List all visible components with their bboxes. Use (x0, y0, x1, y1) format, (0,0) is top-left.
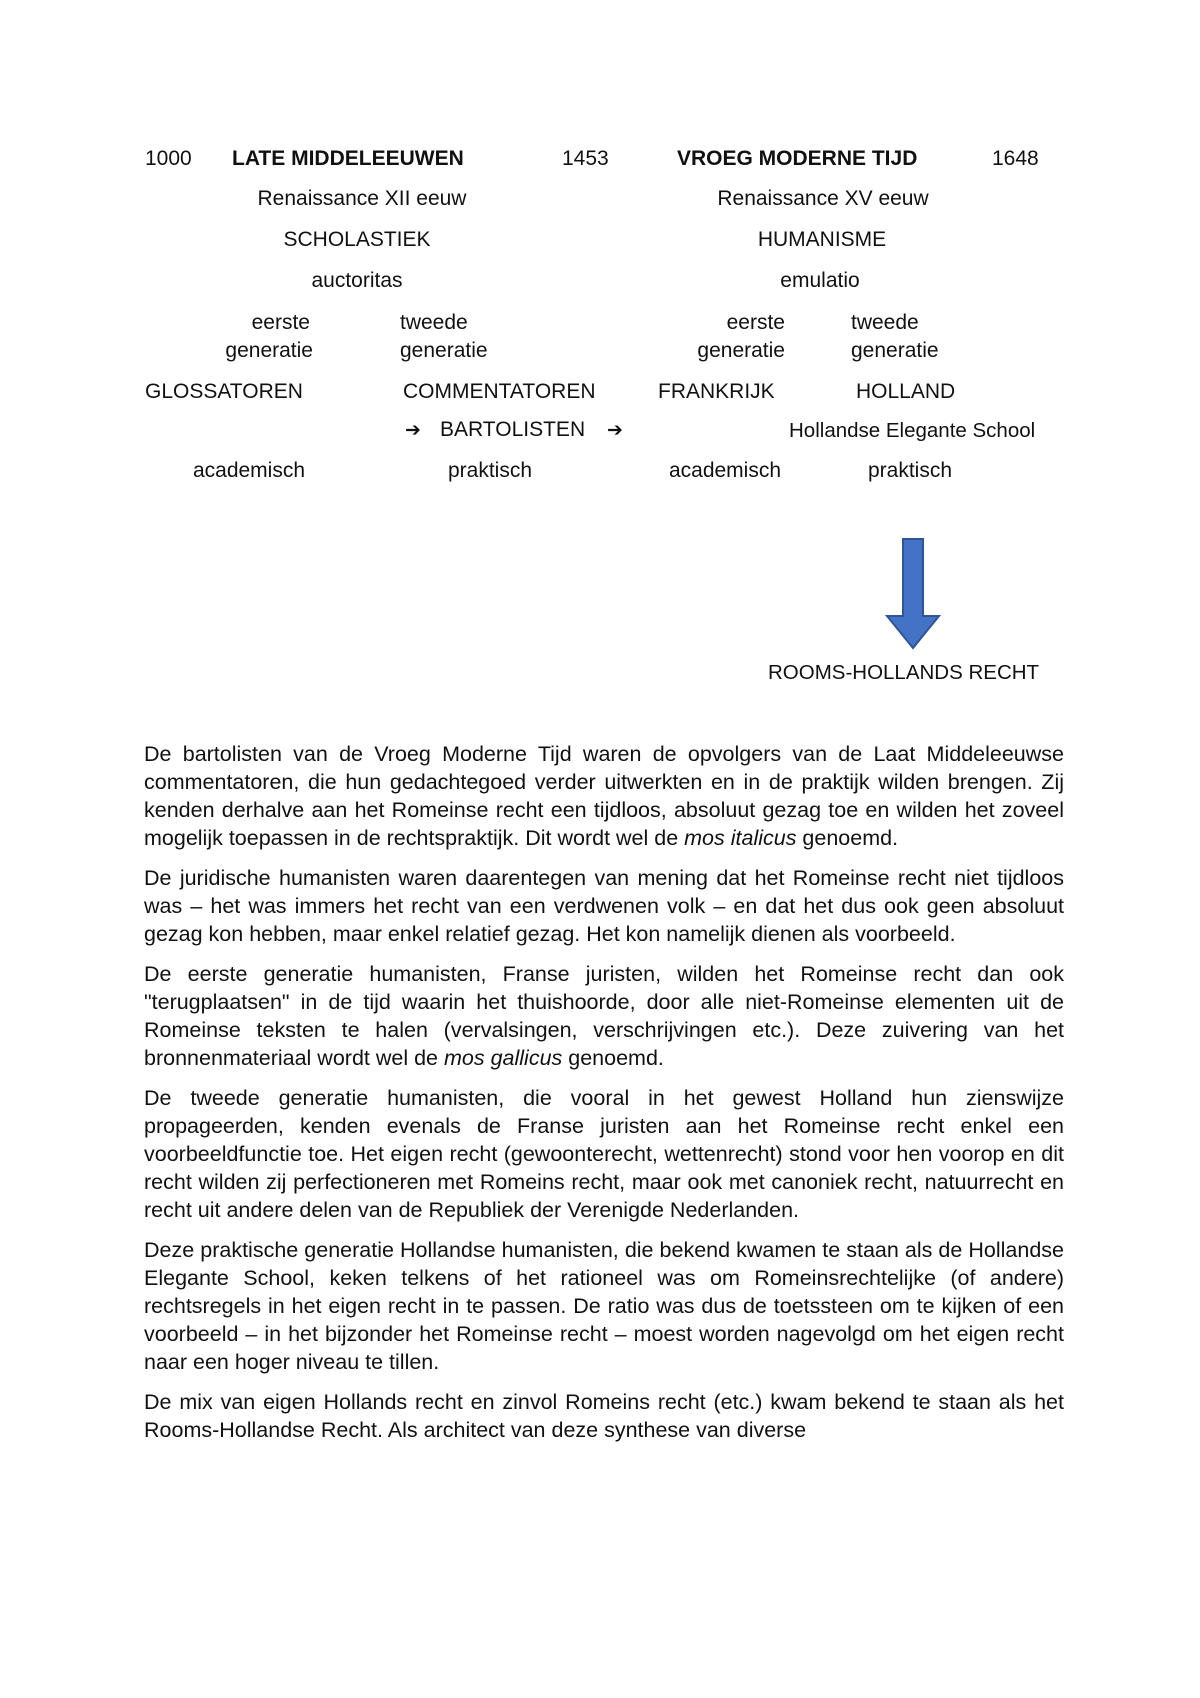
praktisch-left: praktisch (447, 459, 533, 482)
year-mid: 1453 (562, 147, 609, 170)
renaissance-xv: Renaissance XV eeuw (717, 187, 929, 210)
praktisch-right: praktisch (867, 459, 953, 482)
paragraph: De tweede generatie humanisten, die vooral in het gewest Holland hun zienswijze propageerden, kenden evenals de Franse juristen aan het Romeinse recht enkel een voorbeeldfunctie toe. Het eigen recht (gewoonterecht, wettenrecht) stond voor hen voorop en dit recht wilden zij perfectioneren met Romeins recht, maar ook met canoniek recht, natuurrecht en recht uit andere delen van de Republiek der Verenigde Nederlanden. (144, 1086, 1064, 1222)
paragraph-text: De bartolisten van de Vroeg Moderne Tijd waren de opvolgers van de Laat Middeleeuwse commentatoren, die hun gedachtegoed verder uitwerkten en in de praktijk wilden brengen. Zij kenden derhalve aan het Romeinse recht een tijdloos, absoluut gezag toe en wilden het zoveel mogelijk toepassen in de rechtspraktijk. Dit wordt wel de (144, 742, 1064, 850)
gen1-line1: eerste (726, 311, 785, 334)
paragraph-text: genoemd. (796, 826, 899, 850)
year-end: 1648 (992, 147, 1039, 170)
term-mos-gallicus: mos gallicus (443, 1046, 563, 1070)
year-start: 1000 (145, 147, 192, 170)
gen1-line1: eerste (251, 311, 310, 334)
arrow-right-icon: ➔ (405, 420, 421, 441)
rooms-hollands-recht-label: ROOMS-HOLLANDS RECHT (768, 661, 1040, 684)
paragraph: Deze praktische generatie Hollandse humanisten, die bekend kwamen te staan als de Hollandse Elegante School, keken telkens of het rationeel was om Romeinsrechtelijke (of andere) rechtsregels in het eigen recht in te passen. De ratio was dus de toetssteen om te kijken of een voorbeeld – in het bijzonder het Romeinse recht – moest worden nagevolgd om het eigen recht naar een hoger niveau te tillen. (144, 1238, 1064, 1374)
paragraph: De mix van eigen Hollands recht en zinvol Romeins recht (etc.) kwam bekend te staan als het Rooms-Hollandse Recht. Als architect van deze synthese van diverse (144, 1390, 1064, 1442)
arrow-right-icon: ➔ (607, 420, 623, 441)
paragraph (144, 960, 1064, 1072)
renaissance-xii: Renaissance XII eeuw (257, 187, 467, 210)
auctoritas-label: auctoritas (311, 269, 403, 292)
period-late-middle-ages: LATE MIDDELEEUWEN (232, 147, 464, 170)
paragraph-text: De eerste generatie humanisten, Franse juristen, wilden het Romeinse recht dan ook "terugplaatsen" in de tijd waarin het thuishoorde, door alle niet-Romeinse elementen uit de Romeinse teksten te halen (vervalsingen, verschrijvingen etc.). Deze zuivering van het bronnenmateriaal wordt wel de (144, 962, 1064, 1070)
glossatoren-label: GLOSSATOREN (145, 380, 303, 403)
academisch-right: academisch (668, 459, 782, 482)
gen2-line2: generatie (400, 339, 488, 362)
bartolisten-label: BARTOLISTEN (440, 418, 586, 441)
scholastiek-label: SCHOLASTIEK (283, 228, 431, 251)
gen2-line1: tweede (851, 311, 919, 334)
term-mos-italicus: mos italicus (684, 826, 797, 850)
gen1-line2: generatie (225, 339, 313, 362)
commentatoren-label: COMMENTATOREN (403, 380, 596, 403)
paragraph (144, 740, 1064, 852)
humanisme-label: HUMANISME (757, 228, 887, 251)
frankrijk-label: FRANKRIJK (658, 380, 775, 403)
body-text (144, 740, 1064, 1456)
gen2-line2: generatie (851, 339, 939, 362)
holland-label: HOLLAND (856, 380, 956, 403)
gen1-line2: generatie (697, 339, 785, 362)
paragraph: De juridische humanisten waren daarentegen van mening dat het Romeinse recht niet tijdloos was – het was immers het recht van een verdwenen volk – en dat het dus ook geen absoluut gezag kon hebben, maar enkel relatief gezag. Het kon namelijk dienen als voorbeeld. (144, 866, 1064, 946)
emulatio-label: emulatio (780, 269, 860, 292)
paragraph-text: genoemd. (562, 1046, 664, 1070)
down-arrow-icon (885, 538, 941, 650)
academisch-left: academisch (192, 459, 306, 482)
hollandse-elegante-school-label: Hollandse Elegante School (789, 419, 1036, 442)
gen2-line1: tweede (400, 311, 468, 334)
period-early-modern: VROEG MODERNE TIJD (677, 147, 918, 170)
